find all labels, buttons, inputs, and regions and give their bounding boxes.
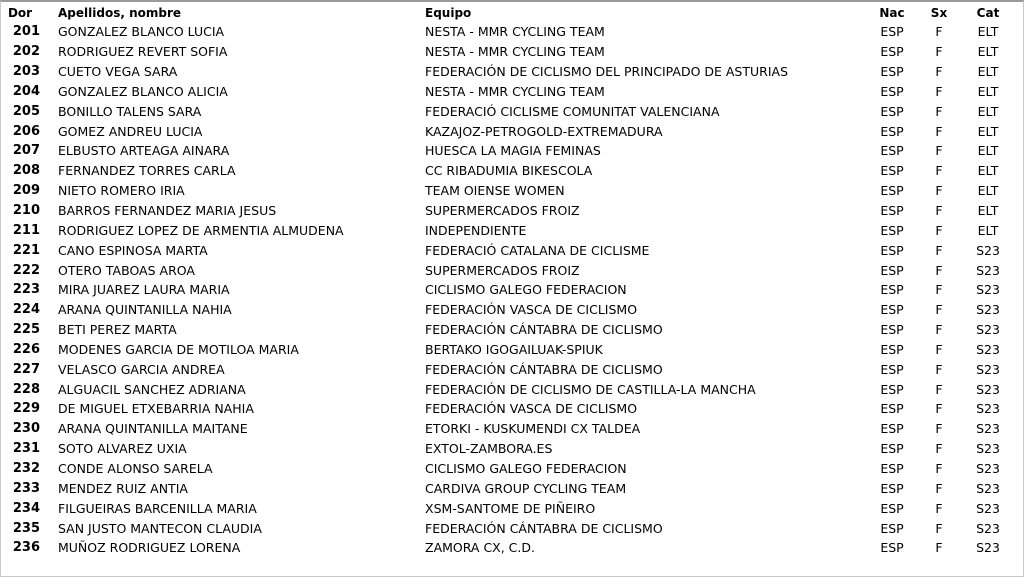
nationality: ESP [880, 421, 904, 437]
team-name: FEDERACIÓ CATALANA DE CICLISME [425, 242, 650, 258]
table-row [0, 340, 1022, 360]
nationality: ESP [880, 103, 904, 119]
team-name: FEDERACIÓN VASCA DE CICLISMO [425, 302, 638, 318]
rider-number: 225 [12, 322, 40, 338]
rider-number: 235 [12, 520, 40, 536]
sex: F [935, 421, 943, 437]
rider-number: 223 [12, 282, 40, 298]
rider-name: VELASCO GARCIA ANDREA [58, 361, 225, 377]
rider-name: SAN JUSTO MANTECON CLAUDIA [58, 520, 262, 536]
header-team: Equipo [425, 6, 472, 20]
nationality: ESP [880, 183, 904, 199]
nationality: ESP [880, 500, 904, 516]
category: ELT [977, 183, 999, 199]
rider-name: MUÑOZ RODRIGUEZ LORENA [58, 540, 241, 556]
sex: F [935, 203, 943, 219]
rider-number: 203 [12, 64, 40, 80]
rider-number: 227 [12, 361, 40, 377]
team-name: NESTA - MMR CYCLING TEAM [425, 24, 605, 40]
rider-number: 232 [12, 460, 40, 476]
sex: F [935, 64, 943, 80]
header-name: Apellidos, nombre [58, 6, 182, 20]
category: S23 [976, 302, 1000, 318]
team-name: FEDERACIÓN CÁNTABRA DE CICLISMO [425, 322, 663, 338]
rider-name: OTERO TABOAS AROA [58, 262, 195, 278]
rider-number: 201 [12, 24, 40, 40]
sex: F [935, 242, 943, 258]
nationality: ESP [880, 540, 904, 556]
category: S23 [976, 520, 1000, 536]
sex: F [935, 401, 943, 417]
table-row [0, 141, 1022, 161]
sex: F [935, 341, 943, 357]
table-row [0, 260, 1022, 280]
table-row [0, 300, 1022, 320]
rider-name: RODRIGUEZ REVERT SOFIA [58, 44, 228, 60]
sex: F [935, 361, 943, 377]
category: ELT [977, 83, 999, 99]
rider-name: CUETO VEGA SARA [58, 64, 178, 80]
table-row [0, 201, 1022, 221]
rider-number: 222 [12, 262, 40, 278]
sex: F [935, 282, 943, 298]
rider-number: 204 [12, 83, 40, 99]
nationality: ESP [880, 282, 904, 298]
nationality: ESP [880, 123, 904, 139]
table-row [0, 161, 1022, 181]
sex: F [935, 103, 943, 119]
table-row [0, 399, 1022, 419]
nationality: ESP [880, 44, 904, 60]
rider-number: 230 [12, 421, 40, 437]
rider-name: RODRIGUEZ LOPEZ DE ARMENTIA ALMUDENA [58, 222, 344, 238]
rider-name: ARANA QUINTANILLA NAHIA [58, 302, 232, 318]
team-name: INDEPENDIENTE [425, 222, 527, 238]
team-name: FEDERACIÓN CÁNTABRA DE CICLISMO [425, 361, 663, 377]
rider-name: FILGUEIRAS BARCENILLA MARIA [58, 500, 257, 516]
category: S23 [976, 341, 1000, 357]
rider-name: DE MIGUEL ETXEBARRIA NAHIA [58, 401, 254, 417]
table-row [0, 42, 1022, 62]
team-name: ETORKI - KUSKUMENDI CX TALDEA [425, 421, 641, 437]
team-name: CICLISMO GALEGO FEDERACION [425, 282, 627, 298]
sex: F [935, 83, 943, 99]
team-name: NESTA - MMR CYCLING TEAM [425, 83, 605, 99]
nationality: ESP [880, 341, 904, 357]
rider-number: 210 [12, 203, 40, 219]
sex: F [935, 143, 943, 159]
table-row [0, 538, 1022, 558]
team-name: XSM-SANTOME DE PIÑEIRO [425, 500, 596, 516]
sex: F [935, 24, 943, 40]
team-name: FEDERACIÓN VASCA DE CICLISMO [425, 401, 638, 417]
rider-number: 234 [12, 500, 40, 516]
rider-name: GOMEZ ANDREU LUCIA [58, 123, 203, 139]
rider-name: BETI PEREZ MARTA [58, 322, 177, 338]
rider-number: 206 [12, 123, 40, 139]
rider-number: 209 [12, 183, 40, 199]
sex: F [935, 163, 943, 179]
rider-number: 207 [12, 143, 40, 159]
rider-name: SOTO ALVAREZ UXIA [58, 441, 187, 457]
team-name: FEDERACIÓ CICLISME COMUNITAT VALENCIANA [425, 103, 720, 119]
nationality: ESP [880, 24, 904, 40]
team-name: CICLISMO GALEGO FEDERACION [425, 460, 627, 476]
category: S23 [976, 460, 1000, 476]
table-row [0, 320, 1022, 340]
category: ELT [977, 44, 999, 60]
table-row [0, 220, 1022, 240]
category: S23 [976, 262, 1000, 278]
sex: F [935, 381, 943, 397]
header-nac: Nac [879, 6, 905, 20]
team-name: CC RIBADUMIA BIKESCOLA [425, 163, 593, 179]
rider-number: 231 [12, 441, 40, 457]
table-row [0, 101, 1022, 121]
category: ELT [977, 222, 999, 238]
rider-name: ALGUACIL SANCHEZ ADRIANA [58, 381, 246, 397]
table-row [0, 359, 1022, 379]
nationality: ESP [880, 460, 904, 476]
category: ELT [977, 203, 999, 219]
category: S23 [976, 401, 1000, 417]
rider-name: BARROS FERNANDEZ MARIA JESUS [58, 203, 277, 219]
nationality: ESP [880, 322, 904, 338]
table-row [0, 181, 1022, 201]
nationality: ESP [880, 441, 904, 457]
sex: F [935, 183, 943, 199]
header-row [0, 4, 1022, 22]
rider-number: 208 [12, 163, 40, 179]
nationality: ESP [880, 361, 904, 377]
category: S23 [976, 441, 1000, 457]
rider-number: 221 [12, 242, 40, 258]
table-row [0, 478, 1022, 498]
sex: F [935, 44, 943, 60]
nationality: ESP [880, 520, 904, 536]
rider-name: ARANA QUINTANILLA MAITANE [58, 421, 248, 437]
table-header [0, 4, 1022, 22]
category: ELT [977, 123, 999, 139]
category: S23 [976, 381, 1000, 397]
category: S23 [976, 282, 1000, 298]
nationality: ESP [880, 242, 904, 258]
table-row [0, 498, 1022, 518]
sex: F [935, 441, 943, 457]
rider-number: 202 [12, 44, 40, 60]
rider-number: 211 [12, 222, 40, 238]
rider-name: MIRA JUAREZ LAURA MARIA [58, 282, 230, 298]
team-name: BERTAKO IGOGAILUAK-SPIUK [425, 341, 603, 357]
rider-number: 228 [12, 381, 40, 397]
table-row [0, 240, 1022, 260]
rider-name: MENDEZ RUIZ ANTIA [58, 480, 188, 496]
sex: F [935, 520, 943, 536]
nationality: ESP [880, 163, 904, 179]
category: S23 [976, 500, 1000, 516]
category: ELT [977, 163, 999, 179]
table-row [0, 82, 1022, 102]
category: ELT [977, 64, 999, 80]
table-row [0, 419, 1022, 439]
team-name: FEDERACIÓN CÁNTABRA DE CICLISMO [425, 520, 663, 536]
nationality: ESP [880, 262, 904, 278]
table-body [0, 22, 1022, 558]
team-name: SUPERMERCADOS FROIZ [425, 262, 580, 278]
category: S23 [976, 421, 1000, 437]
header-dor: Dor [7, 6, 33, 20]
rider-name: FERNANDEZ TORRES CARLA [58, 163, 236, 179]
table-row [0, 62, 1022, 82]
rider-name: GONZALEZ BLANCO ALICIA [58, 83, 228, 99]
table-row [0, 379, 1022, 399]
nationality: ESP [880, 203, 904, 219]
team-name: HUESCA LA MAGIA FEMINAS [425, 143, 601, 159]
rider-name: CONDE ALONSO SARELA [58, 460, 213, 476]
sex: F [935, 123, 943, 139]
team-name: NESTA - MMR CYCLING TEAM [425, 44, 605, 60]
rider-name: ELBUSTO ARTEAGA AINARA [58, 143, 230, 159]
category: S23 [976, 540, 1000, 556]
nationality: ESP [880, 480, 904, 496]
nationality: ESP [880, 83, 904, 99]
table-row [0, 280, 1022, 300]
category: S23 [976, 322, 1000, 338]
category: S23 [976, 480, 1000, 496]
rider-number: 205 [12, 103, 40, 119]
sex: F [935, 262, 943, 278]
nationality: ESP [880, 401, 904, 417]
nationality: ESP [880, 143, 904, 159]
header-cat: Cat [976, 6, 1000, 20]
category: S23 [976, 361, 1000, 377]
sex: F [935, 500, 943, 516]
nationality: ESP [880, 222, 904, 238]
sex: F [935, 222, 943, 238]
team-name: SUPERMERCADOS FROIZ [425, 203, 580, 219]
rider-number: 229 [12, 401, 40, 417]
startlist-table [0, 4, 1022, 558]
nationality: ESP [880, 381, 904, 397]
category: ELT [977, 103, 999, 119]
rider-number: 236 [12, 540, 40, 556]
rider-name: NIETO ROMERO IRIA [58, 183, 185, 199]
rider-name: CANO ESPINOSA MARTA [58, 242, 208, 258]
table-row [0, 22, 1022, 42]
team-name: ZAMORA CX, C.D. [425, 540, 535, 556]
nationality: ESP [880, 64, 904, 80]
category: ELT [977, 24, 999, 40]
team-name: EXTOL-ZAMBORA.ES [425, 441, 553, 457]
rider-name: BONILLO TALENS SARA [58, 103, 202, 119]
sex: F [935, 480, 943, 496]
header-sx: Sx [930, 6, 948, 20]
rider-number: 224 [12, 302, 40, 318]
table-row [0, 121, 1022, 141]
category: ELT [977, 143, 999, 159]
rider-name: GONZALEZ BLANCO LUCIA [58, 24, 225, 40]
rider-number: 226 [12, 341, 40, 357]
table-row [0, 459, 1022, 479]
sex: F [935, 460, 943, 476]
team-name: TEAM OIENSE WOMEN [425, 183, 565, 199]
rider-number: 233 [12, 480, 40, 496]
sex: F [935, 540, 943, 556]
category: S23 [976, 242, 1000, 258]
rider-name: MODENES GARCIA DE MOTILOA MARIA [58, 341, 299, 357]
nationality: ESP [880, 302, 904, 318]
table-row [0, 518, 1022, 538]
team-name: CARDIVA GROUP CYCLING TEAM [425, 480, 627, 496]
sex: F [935, 322, 943, 338]
team-name: KAZAJOZ-PETROGOLD-EXTREMADURA [425, 123, 663, 139]
team-name: FEDERACIÓN DE CICLISMO DEL PRINCIPADO DE ASTURIAS [425, 64, 789, 80]
sex: F [935, 302, 943, 318]
team-name: FEDERACIÓN DE CICLISMO DE CASTILLA-LA MANCHA [425, 381, 756, 397]
table-row [0, 439, 1022, 459]
